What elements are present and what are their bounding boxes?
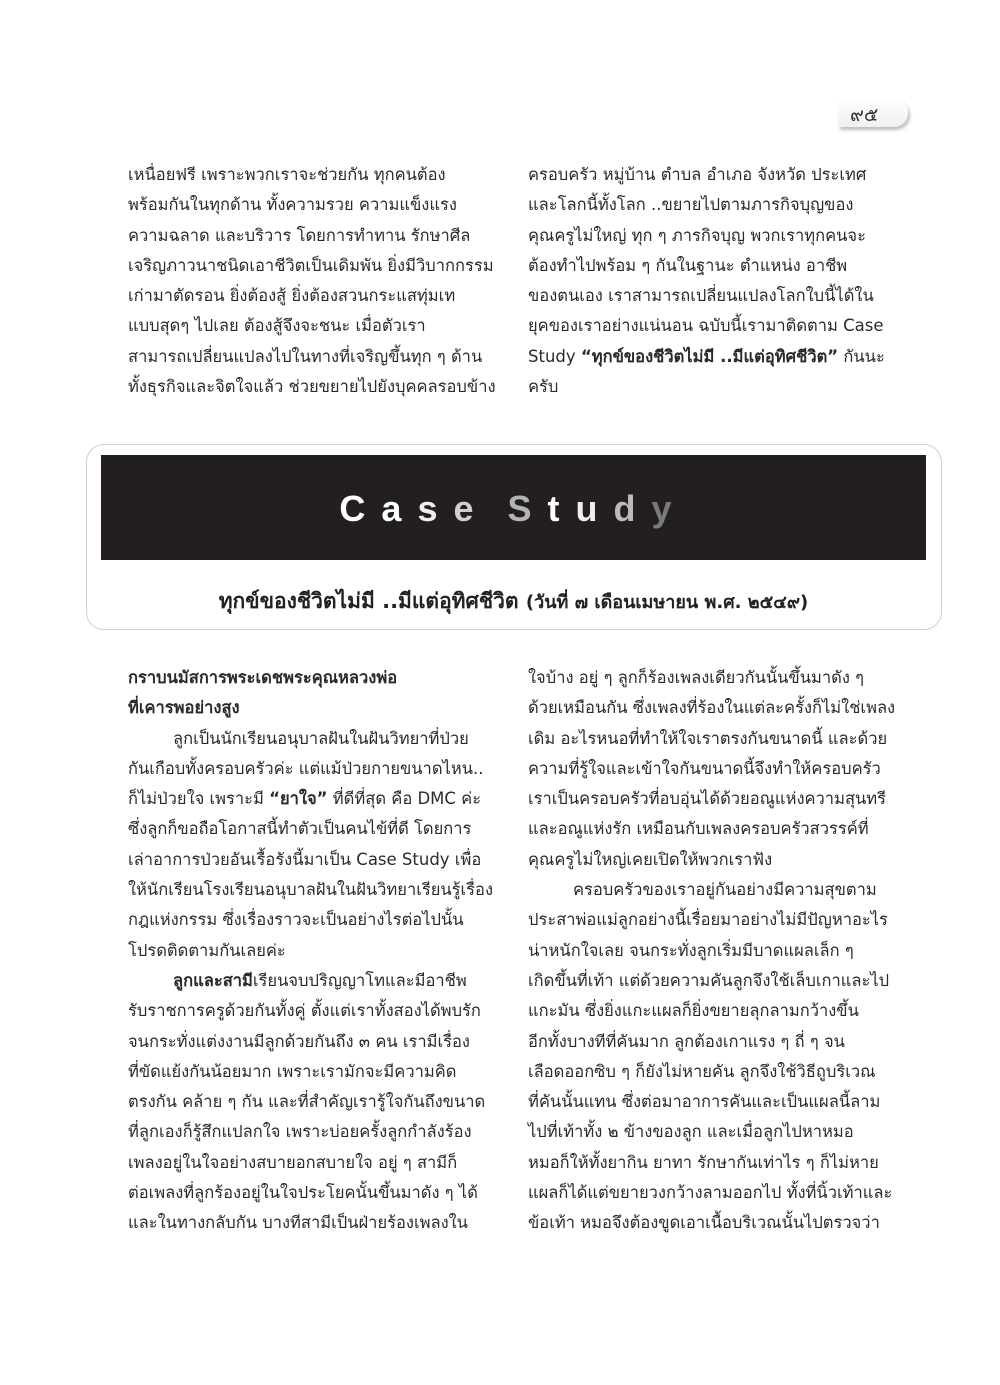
banner-title-word — [508, 488, 688, 530]
text-line: หมอก็ให้ทั้งยากิน ยาทา รักษากันเท่าไร ๆ ก็ไม่หาย — [528, 1152, 879, 1172]
banner-title — [101, 488, 926, 530]
banner-title-letter: e — [453, 488, 490, 529]
text-line: ต้องทำไปพร้อม ๆ กันในฐานะ ตำแหน่ง อาชีพ — [528, 255, 848, 275]
banner-title-letter: u — [575, 488, 614, 529]
text-line: ใจบ้าง อยู่ ๆ ลูกก็ร้องเพลงเดียวกันนั้นขึ้นมาดัง ๆ — [528, 668, 864, 687]
text-line: คุณครูไม่ใหญ่ ทุก ๆ ภารกิจบุญ พวกเราทุกคนจะ — [528, 225, 866, 245]
text-line: ข้อเท้า หมอจึงต้องขูดเอาเนื้อบริเวณนั้นไปตรวจว่า — [528, 1213, 880, 1233]
text-line: เลือดออกซิบ ๆ ก็ยังไม่หายคัน ลูกจึงใช้วิธีถูบริเวณ — [528, 1061, 876, 1081]
text-line: ครอบครัวของเราอยู่กันอย่างมีความสุขตาม — [573, 880, 877, 900]
banner-title-letter: a — [381, 488, 418, 529]
page-number: ๙๕ — [850, 104, 879, 126]
text-run: ที่ดีที่สุด คือ DMC ค่ะ — [327, 789, 482, 809]
text-line: ครอบครัว หมู่บ้าน ตำบล อำเภอ จังหวัด ประเทศ — [528, 165, 867, 184]
text-line: ครับ — [528, 377, 559, 397]
banner-title-letter: S — [507, 488, 548, 529]
text-line: สามารถเปลี่ยนแปลงไปในทางที่เจริญขึ้นทุก ๆ ด้าน — [128, 346, 483, 366]
text-line: อีกทั้งบางทีที่คันมาก ลูกต้องเกาแรง ๆ ถี่ ๆ จน — [528, 1031, 845, 1051]
text-line: และอณูแห่งรัก เหมือนกับเพลงครอบครัวสวรรค์ที่ — [528, 819, 869, 839]
emphasis: ลูกและสามี — [173, 970, 253, 990]
text-line: ที่คันนั้นแทน ซึ่งต่อมาอาการคันและเป็นแผลนี้ลาม — [528, 1092, 881, 1112]
text-line: แกะมัน ซึ่งยิ่งแกะแผลก็ยิ่งขยายลุกลามกว้างขึ้น — [528, 1001, 859, 1021]
text-line — [528, 342, 900, 372]
text-line: ที่ขัดแย้งกันน้อยมาก เพราะเรามักจะมีความคิด — [128, 1061, 457, 1081]
letter-right-column — [528, 663, 900, 1239]
emphasis: “ยาใจ” — [269, 789, 328, 809]
text-line: ไปที่เท้าทั้ง ๒ ข้างของลูก และเมื่อลูกไปหาหมอ — [528, 1122, 854, 1142]
text-line: ของตนเอง เราสามารถเปลี่ยนแปลงโลกใบนี้ได้ใน — [528, 286, 874, 306]
greeting-line: ที่เคารพอย่างสูง — [128, 698, 240, 718]
banner-title-letter: C — [339, 488, 382, 529]
banner-title-word — [339, 488, 489, 530]
text-line: แบบสุดๆ ไปเลย ต้องสู้จึงจะชนะ เมื่อตัวเรา — [128, 316, 426, 336]
intro-left-column — [128, 160, 500, 402]
text-line: เหนื่อยฟรี เพราะพวกเราจะช่วยกัน ทุกคนต้อง — [128, 165, 446, 184]
subtitle-main: ทุกข์ของชีวิตไม่มี ..มีแต่อุทิศชีวิต — [218, 589, 519, 613]
text-line: เราเป็นครอบครัวที่อบอุ่นได้ด้วยอณูแห่งความสุนทรี — [528, 789, 887, 809]
text-line — [128, 784, 500, 814]
text-line: ความที่รู้ใจและเข้าใจกันขนาดนี้จึงทำให้ครอบครัว — [528, 758, 881, 778]
text-line: แผลก็ได้แต่ขยายวงกว้างลามออกไป ทั้งที่นิ้วเท้าและ — [528, 1183, 893, 1203]
greeting-line: กราบนมัสการพระเดชพระคุณหลวงพ่อ — [128, 668, 398, 687]
text-line: เจริญภาวนาชนิดเอาชีวิตเป็นเดิมพัน ยิ่งมีวิบากกรรม — [128, 255, 494, 275]
text-line: ตรงกัน คล้าย ๆ กัน และที่สำคัญเรารู้ใจกันถึงขนาด — [128, 1092, 486, 1112]
text-line: พร้อมกันในทุกด้าน ทั้งความรวย ความแข็งแรง — [128, 195, 457, 215]
text-line: ที่ลูกเองก็รู้สึกแปลกใจ เพราะบ่อยครั้งลูกกำลังร้อง — [128, 1122, 472, 1142]
text-line: ประสาพ่อแม่ลูกอย่างนี้เรื่อยมาอย่างไม่มีปัญหาอะไร — [528, 910, 888, 930]
text-line: เดิม อะไรหนอที่ทำให้ใจเราตรงกันขนาดนี้ และด้วย — [528, 728, 888, 748]
text-line: โปรดติดตามกันเลยค่ะ — [128, 940, 286, 960]
text-line: รับราชการครูด้วยกันทั้งคู่ ตั้งแต่เราทั้งสองได้พบรัก — [128, 1001, 481, 1021]
text-line: เล่าอาการป่วยอันเรื้อรังนี้มาเป็น Case Study เพื่อ — [128, 849, 482, 869]
text-line: และโลกนี้ทั้งโลก ..ขยายไปตามภารกิจบุญของ — [528, 195, 854, 215]
text-run: เรียนจบปริญญาโทและมีอาชีพ — [252, 970, 467, 990]
text-run: Study — [528, 346, 581, 366]
text-line: เกิดขึ้นที่เท้า แต่ด้วยความคันลูกจึงใช้เล็บเกาและไป — [528, 970, 890, 990]
text-line: เก่ามาตัดรอน ยิ่งต้องสู้ ยิ่งต้องสวนกระแสทุ่มเท — [128, 286, 456, 306]
subtitle-date: (วันที่ ๗ เดือนเมษายน พ.ศ. ๒๕๔๙) — [525, 592, 809, 613]
text-line: ซึ่งลูกก็ขอถือโอกาสนี้ทำตัวเป็นคนไข้ที่ดี โดยการ — [128, 819, 472, 839]
text-line: และในทางกลับกัน บางทีสามีเป็นฝ่ายร้องเพลงใน — [128, 1213, 468, 1233]
text-line: จนกระทั่งแต่งงานมีลูกด้วยกันถึง ๓ คน เรามีเรื่อง — [128, 1031, 470, 1051]
text-line: น่าหนักใจเลย จนกระทั่งลูกเริ่มมีบาดแผลเล็ก ๆ — [528, 940, 854, 960]
text-line: ความฉลาด และบริวาร โดยการทำทาน รักษาศีล — [128, 225, 471, 245]
text-run: กันนะ — [838, 346, 885, 366]
banner-title-letter: s — [417, 488, 454, 529]
text-line: ทั้งธุรกิจและจิตใจแล้ว ช่วยขยายไปยังบุคคลรอบข้าง — [128, 377, 496, 397]
text-line: กฎแห่งกรรม ซึ่งเรื่องราวจะเป็นอย่างไรต่อไปนั้น — [128, 910, 464, 930]
text-line: เพลงอยู่ในใจอย่างสบายอกสบายใจ อยู่ ๆ สามีก็ — [128, 1152, 458, 1172]
text-line: คุณครูไม่ใหญ่เคยเปิดให้พวกเราฟัง — [528, 849, 773, 869]
text-run: ก็ไม่ป่วยใจ เพราะมี — [128, 789, 270, 809]
text-line: ต่อเพลงที่ลูกร้องอยู่ในใจประโยคนั้นขึ้นมาดัง ๆ ได้ — [128, 1183, 478, 1203]
text-line: ลูกเป็นนักเรียนอนุบาลฝันในฝันวิทยาที่ป่วย — [173, 728, 469, 748]
text-line — [128, 966, 500, 996]
banner-title-letter: d — [613, 488, 652, 529]
banner-title-letter: t — [547, 488, 576, 529]
intro-right-column — [528, 160, 900, 402]
letter-left-column — [128, 663, 500, 1239]
text-line: กันเกือบทั้งครอบครัวค่ะ แต่แม้ป่วยกายขนาดไหน.. — [128, 758, 484, 778]
text-line: ให้นักเรียนโรงเรียนอนุบาลฝันในฝันวิทยาเรียนรู้เรื่อง — [128, 880, 494, 900]
banner-title-letter: y — [651, 488, 688, 529]
text-line: ด้วยเหมือนกัน ซึ่งเพลงที่ร้องในแต่ละครั้งก็ไม่ใช่เพลง — [528, 698, 896, 718]
banner-subtitle — [101, 585, 926, 618]
text-line: ยุคของเราอย่างแน่นอน ฉบับนี้เรามาติดตาม Case — [528, 316, 884, 336]
case-study-title-quote: “ทุกข์ของชีวิตไม่มี ..มีแต่อุทิศชีวิต” — [580, 346, 839, 366]
